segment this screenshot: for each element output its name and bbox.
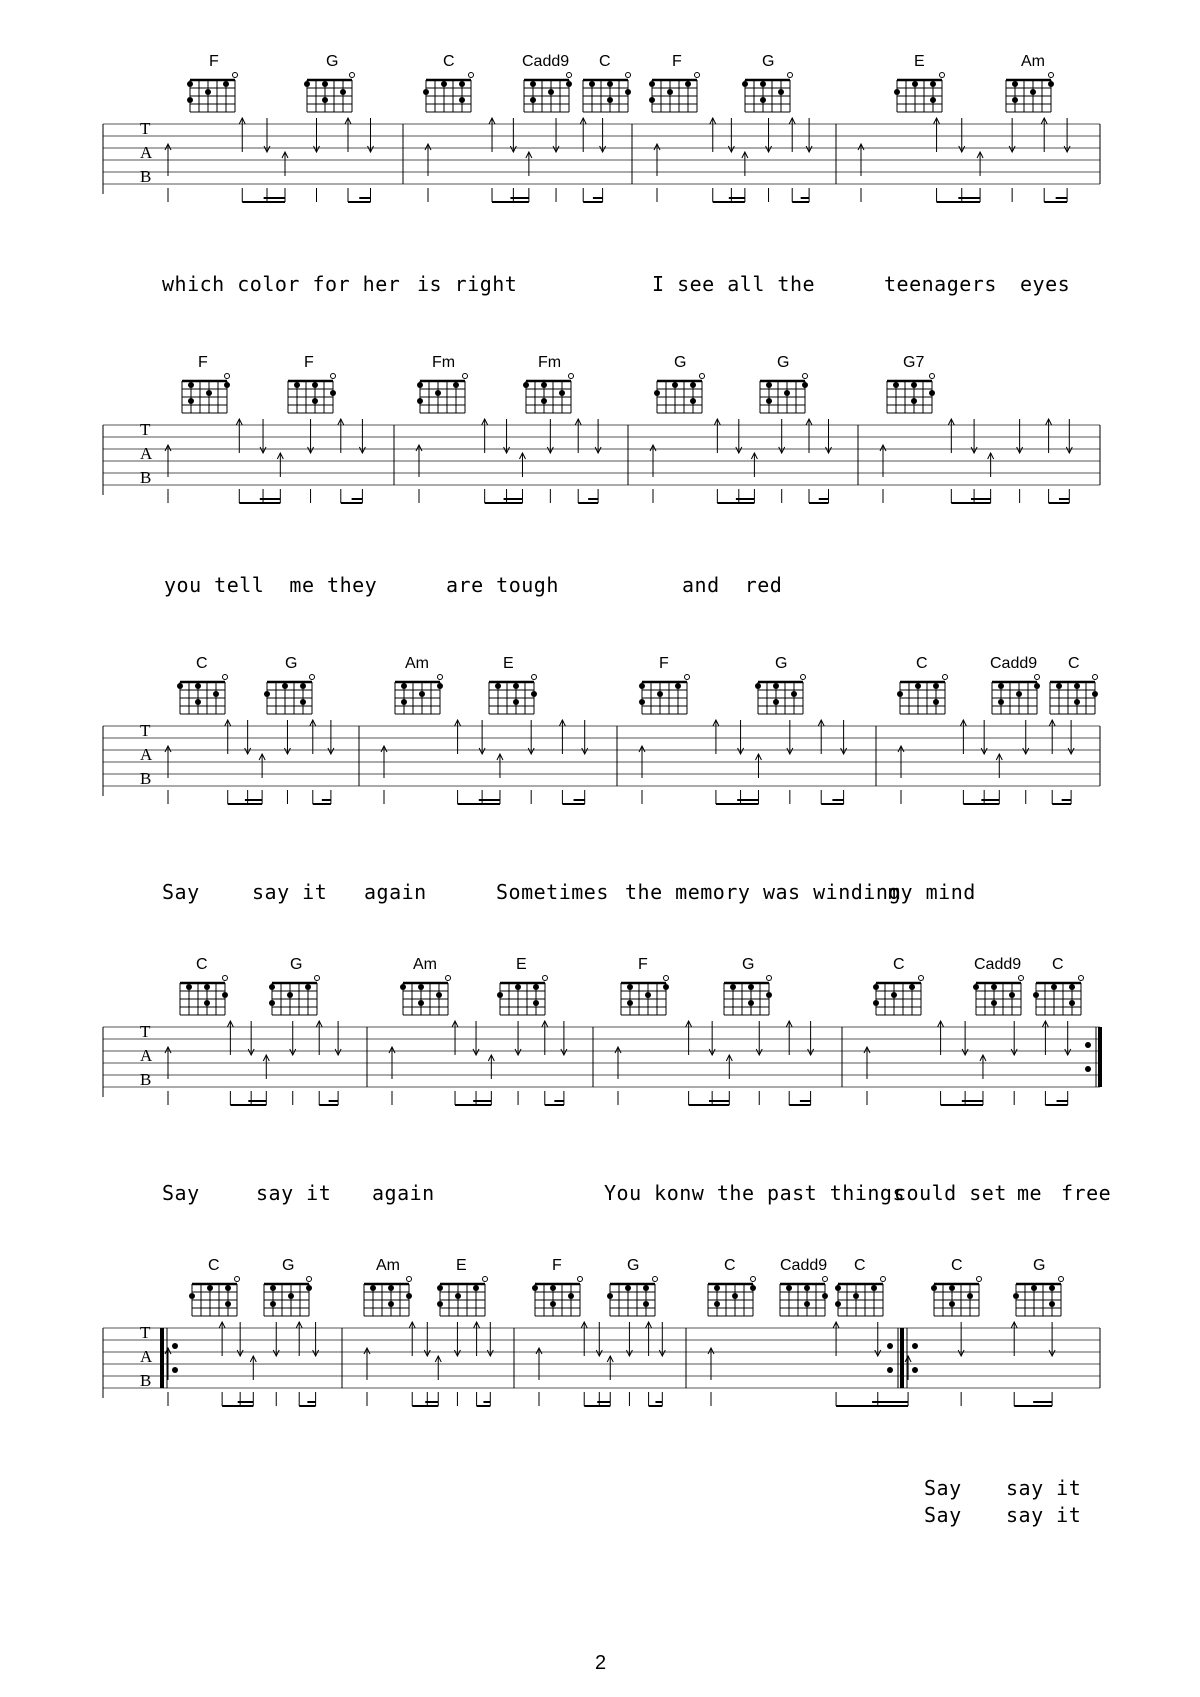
svg-text:T: T xyxy=(140,119,151,138)
chord-name: C xyxy=(724,1257,736,1274)
chord-name: E xyxy=(456,1257,467,1274)
chord-name: F xyxy=(659,655,669,672)
chord-name: Cadd9 xyxy=(974,956,1022,973)
svg-text:B: B xyxy=(140,468,152,487)
chord-diagram xyxy=(437,1277,488,1317)
chord-diagram xyxy=(780,1277,828,1317)
lyric: the memory was winding xyxy=(625,880,901,904)
chord-name: C xyxy=(916,655,928,672)
svg-text:B: B xyxy=(140,1371,152,1390)
chord-diagram xyxy=(264,675,315,715)
chord-diagram xyxy=(264,1277,312,1317)
chord-diagram xyxy=(180,976,228,1016)
lyric: again xyxy=(372,1181,435,1205)
chord-diagram xyxy=(742,73,793,113)
chord-name: G xyxy=(1033,1257,1046,1274)
lyric: my mind xyxy=(888,880,976,904)
lyric: You konw the past things xyxy=(604,1181,905,1205)
lyric: say it xyxy=(252,880,328,904)
chord-name: E xyxy=(503,655,514,672)
lyric: you tell me they xyxy=(164,573,378,597)
chord-name: E xyxy=(516,956,527,973)
svg-text:A: A xyxy=(140,444,153,463)
chord-name: C xyxy=(1068,655,1080,672)
chord-diagram xyxy=(364,1277,412,1317)
lyric: again xyxy=(364,880,427,904)
lyric: Say xyxy=(162,880,200,904)
lyric: teenagers xyxy=(884,272,997,296)
lyric: eyes xyxy=(1020,272,1071,296)
chord-name: C xyxy=(1052,956,1064,973)
chord-diagram xyxy=(417,374,468,414)
chord-diagram xyxy=(873,976,924,1016)
chord-diagram xyxy=(1050,675,1098,715)
chord-name: G xyxy=(762,53,775,70)
chord-name: G7 xyxy=(903,354,925,371)
chord-name: F xyxy=(209,53,219,70)
chord-name: Am xyxy=(405,655,429,672)
lyric: Say xyxy=(162,1181,200,1205)
chord-diagram xyxy=(524,73,572,113)
tab-staff xyxy=(0,1323,1200,1418)
chord-name: C xyxy=(599,53,611,70)
chord-diagram xyxy=(835,1277,886,1317)
chord-diagram xyxy=(708,1277,756,1317)
chord-name: C xyxy=(854,1257,866,1274)
lyric: me xyxy=(1017,1181,1043,1205)
chord-diagram xyxy=(649,73,700,113)
chord-name: G xyxy=(290,956,303,973)
chord-name: G xyxy=(777,354,790,371)
chord-diagram xyxy=(489,675,537,715)
chord-name: G xyxy=(775,655,788,672)
chord-diagram xyxy=(182,374,230,414)
chord-name: C xyxy=(443,53,455,70)
lyric: Say xyxy=(924,1503,962,1527)
chord-name: F xyxy=(672,53,682,70)
chord-diagram xyxy=(607,1277,658,1317)
page-number: 2 xyxy=(595,1652,607,1674)
tab-staff xyxy=(0,420,1200,515)
chord-name: Cadd9 xyxy=(990,655,1038,672)
chord-diagram xyxy=(621,976,669,1016)
lyric: I see all the xyxy=(652,272,816,296)
lyric: say it xyxy=(1006,1503,1082,1527)
svg-text:A: A xyxy=(140,1347,153,1366)
lyric: Sometimes xyxy=(496,880,609,904)
chord-diagram xyxy=(760,374,808,414)
chord-diagram xyxy=(639,675,690,715)
chord-name: G xyxy=(326,53,339,70)
lyric: Say xyxy=(924,1476,962,1500)
chord-diagram xyxy=(894,73,945,113)
chord-name: C xyxy=(951,1257,963,1274)
chord-name: E xyxy=(914,53,925,70)
chord-diagram xyxy=(654,374,705,414)
chord-name: Cadd9 xyxy=(522,53,570,70)
chord-diagram xyxy=(269,976,320,1016)
chord-diagram xyxy=(931,1277,982,1317)
lyric: say it xyxy=(256,1181,332,1205)
chord-diagram xyxy=(724,976,772,1016)
chord-diagram xyxy=(1006,73,1054,113)
chord-diagram xyxy=(1013,1277,1064,1317)
chord-name: Am xyxy=(413,956,437,973)
chord-name: C xyxy=(208,1257,220,1274)
chord-name: Fm xyxy=(538,354,562,371)
chord-name: C xyxy=(196,956,208,973)
chord-diagram xyxy=(400,976,451,1016)
chord-diagram xyxy=(583,73,631,113)
chord-diagram xyxy=(177,675,228,715)
chord-diagram xyxy=(423,73,474,113)
chord-diagram xyxy=(523,374,574,414)
chord-diagram xyxy=(1033,976,1084,1016)
tab-staff xyxy=(0,1022,1200,1117)
tab-staff xyxy=(0,721,1200,816)
chord-name: Am xyxy=(1021,53,1045,70)
chord-name: G xyxy=(674,354,687,371)
chord-name: F xyxy=(552,1257,562,1274)
chord-diagram xyxy=(887,374,935,414)
chord-diagram xyxy=(532,1277,583,1317)
tab-staff xyxy=(0,119,1200,214)
chord-name: C xyxy=(196,655,208,672)
svg-text:T: T xyxy=(140,1323,151,1342)
chord-name: Fm xyxy=(432,354,456,371)
lyric: could set xyxy=(894,1181,1007,1205)
svg-text:T: T xyxy=(140,1022,151,1041)
chord-name: G xyxy=(285,655,298,672)
chord-diagram xyxy=(497,976,548,1016)
chord-name: Cadd9 xyxy=(780,1257,828,1274)
svg-text:A: A xyxy=(140,143,153,162)
chord-name: G xyxy=(742,956,755,973)
svg-text:B: B xyxy=(140,167,152,186)
svg-text:A: A xyxy=(140,745,153,764)
svg-text:B: B xyxy=(140,769,152,788)
chord-name: F xyxy=(198,354,208,371)
chord-diagram xyxy=(755,675,806,715)
chord-diagram xyxy=(992,675,1040,715)
chord-diagram xyxy=(897,675,948,715)
chord-name: G xyxy=(282,1257,295,1274)
lyric: free xyxy=(1061,1181,1112,1205)
chord-name: G xyxy=(627,1257,640,1274)
chord-diagram xyxy=(187,73,238,113)
svg-text:T: T xyxy=(140,420,151,439)
chord-diagram xyxy=(304,73,355,113)
chord-name: C xyxy=(893,956,905,973)
lyric: say it xyxy=(1006,1476,1082,1500)
svg-text:T: T xyxy=(140,721,151,740)
chord-diagram xyxy=(288,374,336,414)
svg-text:A: A xyxy=(140,1046,153,1065)
chord-name: F xyxy=(304,354,314,371)
lyric: which color for her xyxy=(162,272,401,296)
chord-diagram xyxy=(395,675,443,715)
svg-text:B: B xyxy=(140,1070,152,1089)
lyric: are tough xyxy=(446,573,559,597)
lyric: and red xyxy=(682,573,783,597)
chord-name: F xyxy=(638,956,648,973)
chord-diagram xyxy=(189,1277,240,1317)
lyric: is right xyxy=(417,272,518,296)
chord-diagram xyxy=(973,976,1024,1016)
chord-name: Am xyxy=(376,1257,400,1274)
